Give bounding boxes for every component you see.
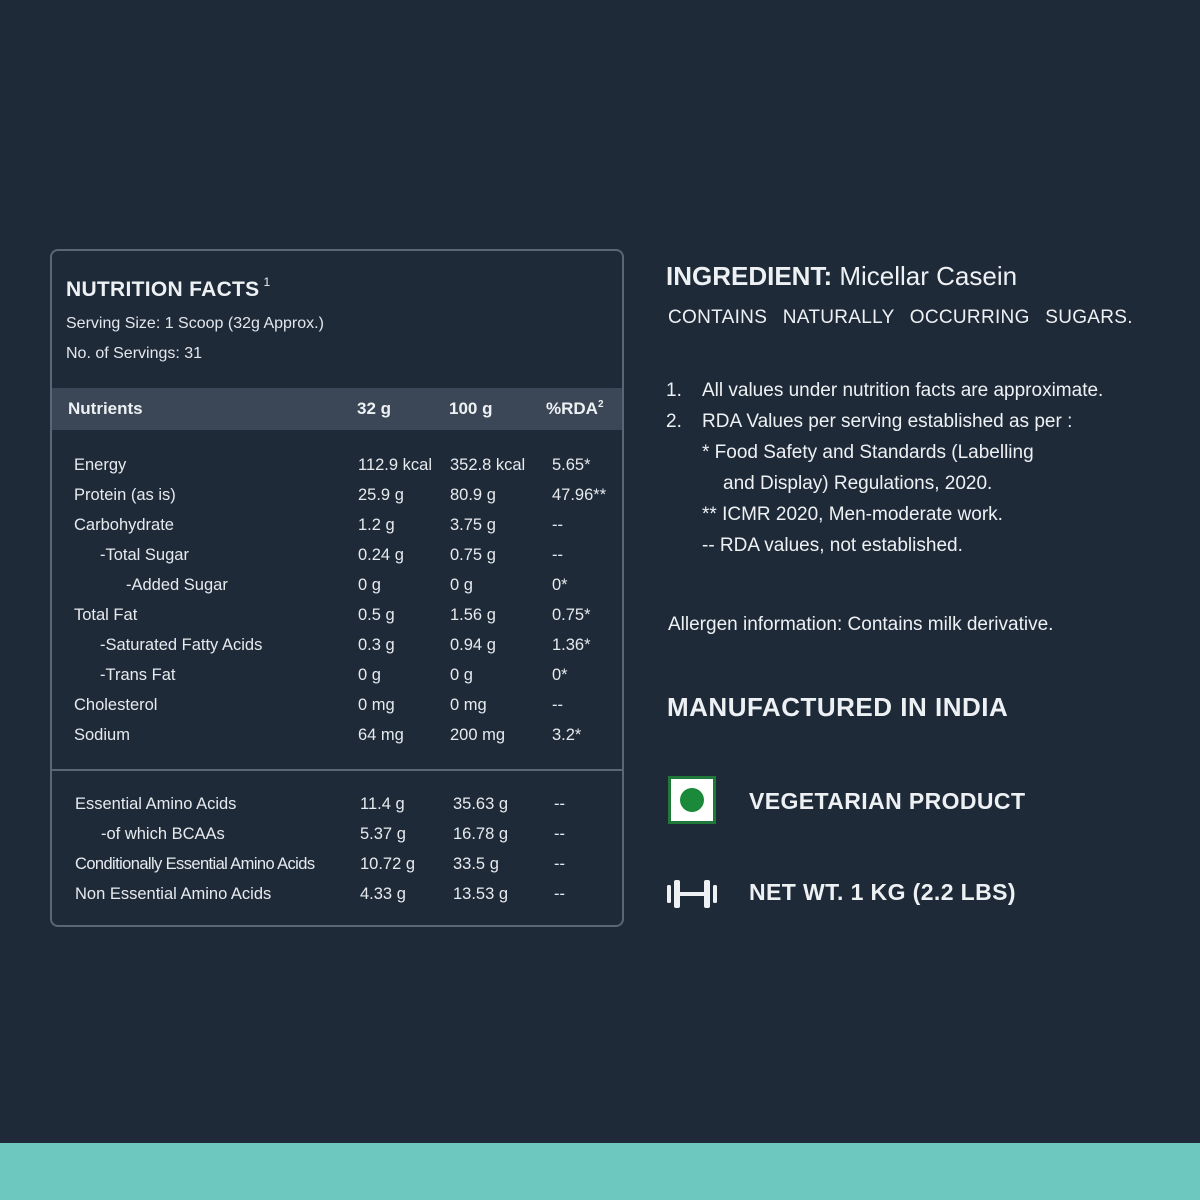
nutrient-row [52, 516, 622, 546]
nutrient-rda: 0* [552, 666, 568, 684]
nutrient-rda: -- [552, 546, 563, 564]
nutrient-row [52, 606, 622, 636]
nutrient-row [52, 486, 622, 516]
nutrition-title: NUTRITION FACTS $^1$ [66, 275, 271, 301]
nutrient-rda: 47.96** [552, 486, 607, 504]
nutrient-rda: 0.75* [552, 606, 591, 624]
nutrient-name: Sodium [74, 726, 130, 744]
header-nutrients: Nutrients [68, 399, 143, 418]
servings-count: No. of Servings: 31 [66, 345, 203, 362]
amino-name: Conditionally Essential Amino Acids [75, 855, 315, 873]
sub-note-fssai: * Food Safety and Standards (Labelling [702, 442, 1034, 463]
section-divider [52, 769, 622, 771]
header-32g: 32 g [357, 399, 392, 418]
nutrient-v100: 0 mg [450, 696, 487, 714]
amino-row [52, 885, 622, 915]
nutrient-v32: 0 mg [358, 696, 395, 714]
amino-v100: 35.63 g [453, 795, 509, 813]
nutrient-row [52, 576, 622, 606]
amino-rda: -- [554, 795, 565, 813]
note-text-2: RDA Values per serving established as per : [702, 411, 1073, 432]
nutrient-v100: 3.75 g [450, 516, 496, 534]
nutrient-v32: 0.5 g [358, 606, 395, 624]
nutrient-v32: 25.9 g [358, 486, 404, 504]
sub-note-fssai-cont: and Display) Regulations, 2020. [723, 473, 993, 494]
sub-note-icmr: ** ICMR 2020, Men-moderate work. [702, 504, 1003, 525]
nutrient-name: -Trans Fat [100, 666, 176, 684]
nutrient-v100: 200 mg [450, 726, 506, 744]
header-rda: %RDA$^2$ [546, 399, 604, 418]
amino-v32: 5.37 g [360, 825, 406, 843]
nutrient-v32: 0 g [358, 666, 381, 684]
nutrient-rda: 1.36* [552, 636, 591, 654]
amino-rda: -- [554, 885, 565, 903]
nutrient-name: Carbohydrate [74, 516, 174, 534]
amino-name: Non Essential Amino Acids [75, 885, 272, 903]
ingredient-line: INGREDIENT: Micellar Casein [666, 261, 1018, 291]
amino-v100: 13.53 g [453, 885, 509, 903]
nutrient-v32: 0 g [358, 576, 381, 594]
nutrient-row [52, 726, 622, 756]
note-number-2: 2. [666, 411, 682, 432]
nutrient-v32: 0.24 g [358, 546, 404, 564]
amino-row [52, 795, 622, 825]
nutrient-name: -Total Sugar [100, 546, 189, 564]
nutrient-name: -Saturated Fatty Acids [100, 636, 263, 654]
amino-row [52, 825, 622, 855]
veg-mark-icon [668, 776, 716, 824]
nutrient-v100: 352.8 kcal [450, 456, 526, 474]
nutrient-v32: 112.9 kcal [358, 456, 432, 474]
nutrient-rda: -- [552, 696, 563, 714]
note-text-1: All values under nutrition facts are approximate. [702, 380, 1104, 401]
nutrient-rda: 0* [552, 576, 568, 594]
amino-v32: 4.33 g [360, 885, 406, 903]
nutrient-rda: 3.2* [552, 726, 582, 744]
amino-name: Essential Amino Acids [75, 795, 237, 813]
nutrient-row [52, 696, 622, 726]
net-weight: NET WT. 1 KG (2.2 LBS) [749, 879, 1016, 905]
nutrient-row [52, 666, 622, 696]
nutrient-v32: 64 mg [358, 726, 404, 744]
nutrient-row [52, 636, 622, 666]
note-number-1: 1. [666, 380, 682, 401]
nutrient-v100: 80.9 g [450, 486, 496, 504]
manufactured-in: MANUFACTURED IN INDIA [667, 692, 1009, 722]
nutrition-facts-card [50, 249, 624, 927]
nutrient-rda: -- [552, 516, 563, 534]
nutrient-name: -Added Sugar [126, 576, 228, 594]
allergen-info: Allergen information: Contains milk derivative. [668, 614, 1054, 635]
nutrient-name: Protein (as is) [74, 486, 176, 504]
dumbbell-icon [666, 878, 718, 910]
amino-v32: 11.4 g [360, 795, 405, 813]
sub-note-rda: -- RDA values, not established. [702, 535, 963, 556]
bottom-accent-band [0, 1143, 1200, 1200]
contains-note: CONTAINS NATURALLY OCCURRING SUGARS. [668, 307, 1133, 328]
nutrient-row [52, 546, 622, 576]
nutrient-v100: 0.75 g [450, 546, 496, 564]
nutrient-v100: 0.94 g [450, 636, 496, 654]
nutrient-v100: 0 g [450, 576, 473, 594]
amino-v100: 33.5 g [453, 855, 499, 873]
amino-row [52, 855, 622, 885]
nutrient-rda: 5.65* [552, 456, 591, 474]
nutrient-v100: 0 g [450, 666, 473, 684]
table-header [52, 388, 622, 430]
nutrient-v32: 1.2 g [358, 516, 395, 534]
amino-rda: -- [554, 825, 565, 843]
nutrient-v32: 0.3 g [358, 636, 395, 654]
nutrient-v100: 1.56 g [450, 606, 496, 624]
nutrient-row [52, 456, 622, 486]
nutrient-name: Total Fat [74, 606, 138, 624]
nutrient-name: Cholesterol [74, 696, 158, 714]
amino-rda: -- [554, 855, 565, 873]
amino-v100: 16.78 g [453, 825, 509, 843]
header-100g: 100 g [449, 399, 493, 418]
vegetarian-label: VEGETARIAN PRODUCT [749, 788, 1026, 814]
amino-name: -of which BCAAs [101, 825, 225, 843]
nutrient-name: Energy [74, 456, 127, 474]
serving-size: Serving Size: 1 Scoop (32g Approx.) [66, 315, 324, 332]
amino-v32: 10.72 g [360, 855, 416, 873]
